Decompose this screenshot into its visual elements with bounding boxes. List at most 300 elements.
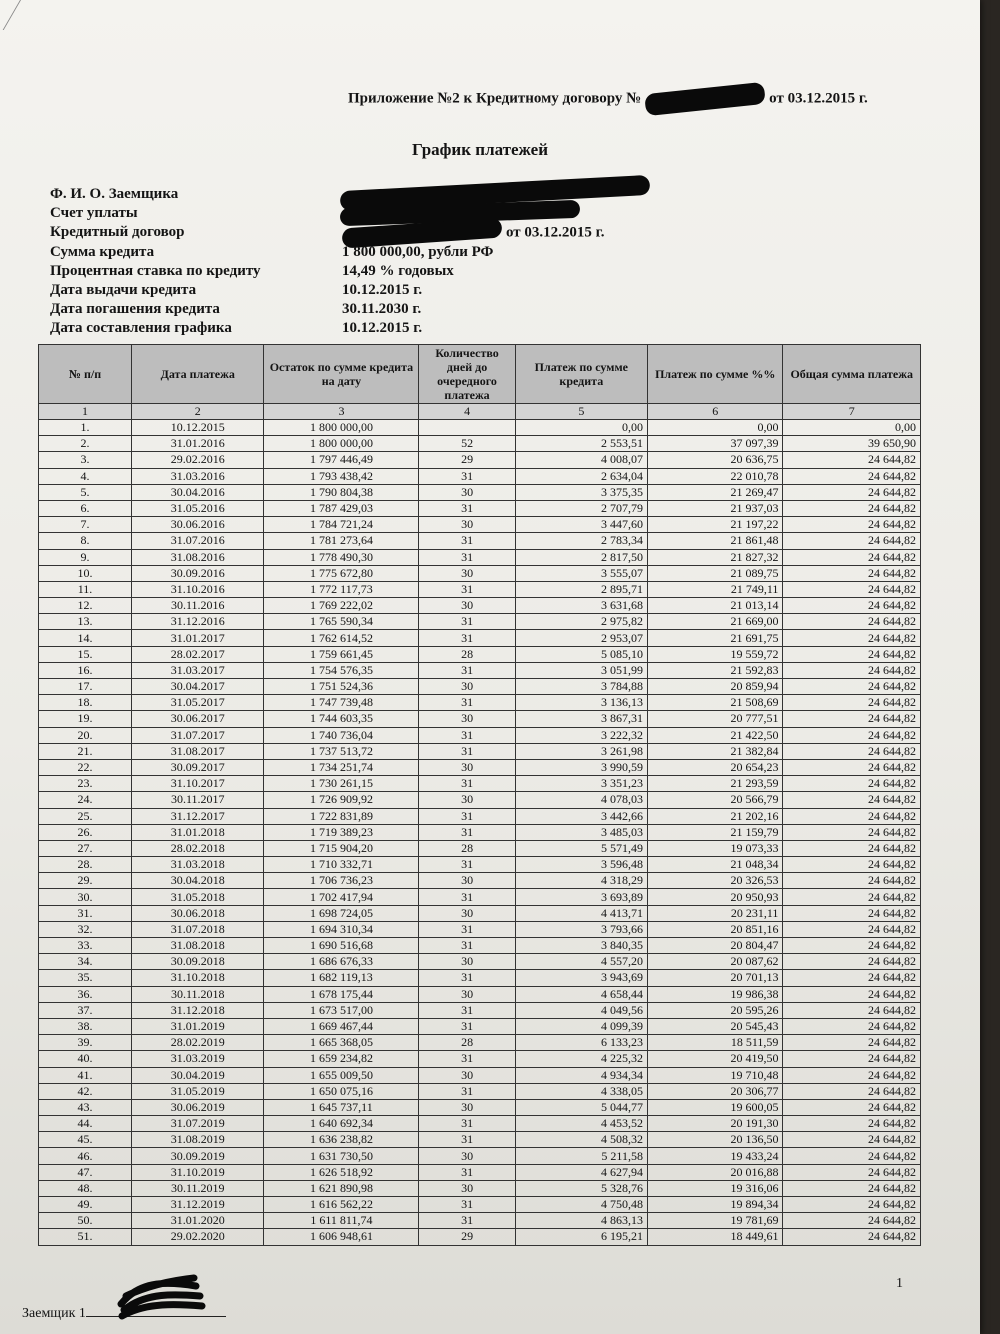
table-cell: 31 — [419, 776, 515, 792]
table-cell: 31 — [419, 533, 515, 549]
table-cell: 3 943,69 — [515, 970, 647, 986]
table-cell: 24 644,82 — [783, 889, 921, 905]
table-row — [39, 986, 921, 1002]
table-row — [39, 1051, 921, 1067]
page-corner-line — [0, 0, 21, 30]
table-cell: 24 644,82 — [783, 1035, 921, 1051]
table-cell: 1 698 724,05 — [264, 905, 419, 921]
table-cell: 28.02.2018 — [132, 840, 264, 856]
table-header-row — [39, 345, 921, 404]
table-cell: 10. — [39, 565, 132, 581]
table-cell: 21 592,83 — [647, 662, 782, 678]
table-cell: 52 — [419, 436, 515, 452]
table-cell: 31 — [419, 500, 515, 516]
table-cell: 30. — [39, 889, 132, 905]
table-cell: 4 750,48 — [515, 1197, 647, 1213]
table-cell: 1 784 721,24 — [264, 517, 419, 533]
table-cell: 20 804,47 — [647, 938, 782, 954]
table-cell: 4 934,34 — [515, 1067, 647, 1083]
table-cell: 31.12.2018 — [132, 1002, 264, 1018]
table-cell: 3 555,07 — [515, 565, 647, 581]
table-cell: 24 644,82 — [783, 662, 921, 678]
signature-block — [22, 1304, 226, 1322]
table-cell: 2 707,79 — [515, 500, 647, 516]
table-cell: 24 644,82 — [783, 970, 921, 986]
table-cell: 10.12.2015 — [132, 420, 264, 436]
table-cell: 2 975,82 — [515, 614, 647, 630]
table-cell: 30 — [419, 1180, 515, 1196]
table-cell: 31 — [419, 1083, 515, 1099]
table-cell: 19 073,33 — [647, 840, 782, 856]
table-cell: 6 133,23 — [515, 1035, 647, 1051]
table-cell: 20 191,30 — [647, 1116, 782, 1132]
table-cell: 30.06.2016 — [132, 517, 264, 533]
table-cell: 31 — [419, 889, 515, 905]
table-cell: 31.10.2018 — [132, 970, 264, 986]
table-cell: 24 644,82 — [783, 1229, 921, 1245]
table-cell: 31 — [419, 857, 515, 873]
table-cell: 24 644,82 — [783, 517, 921, 533]
table-cell: 1 722 831,89 — [264, 808, 419, 824]
table-cell: 37. — [39, 1002, 132, 1018]
table-cell: 6. — [39, 500, 132, 516]
table-cell: 37 097,39 — [647, 436, 782, 452]
table-cell: 44. — [39, 1116, 132, 1132]
table-cell: 1 778 490,30 — [264, 549, 419, 565]
table-cell: 0,00 — [647, 420, 782, 436]
table-cell: 21 089,75 — [647, 565, 782, 581]
table-cell: 31.10.2016 — [132, 581, 264, 597]
table-cell: 4 318,29 — [515, 873, 647, 889]
table-row — [39, 1180, 921, 1196]
table-body — [39, 420, 921, 1246]
table-row — [39, 1116, 921, 1132]
table-cell: 21. — [39, 743, 132, 759]
table-cell: 1 690 516,68 — [264, 938, 419, 954]
table-cell: 6 195,21 — [515, 1229, 647, 1245]
table-row — [39, 889, 921, 905]
table-cell: 24 644,82 — [783, 549, 921, 565]
table-cell: 1 640 692,34 — [264, 1116, 419, 1132]
table-cell: 31.12.2016 — [132, 614, 264, 630]
table-cell: 4 627,94 — [515, 1164, 647, 1180]
table-cell: 25. — [39, 808, 132, 824]
table-cell: 20 859,94 — [647, 679, 782, 695]
table-row — [39, 1197, 921, 1213]
appendix-header — [348, 88, 948, 110]
table-cell: 24 644,82 — [783, 630, 921, 646]
table-cell: 1 730 261,15 — [264, 776, 419, 792]
table-cell: 1 678 175,44 — [264, 986, 419, 1002]
table-cell: 29. — [39, 873, 132, 889]
signature-redaction-scribble — [116, 1274, 206, 1322]
info-row-amount — [50, 243, 650, 262]
table-row — [39, 873, 921, 889]
table-cell: 1 781 273,64 — [264, 533, 419, 549]
table-cell: 31.12.2019 — [132, 1197, 264, 1213]
table-cell: 31. — [39, 905, 132, 921]
table-cell: 31.07.2016 — [132, 533, 264, 549]
table-cell: 24 644,82 — [783, 986, 921, 1002]
table-cell: 24 644,82 — [783, 1083, 921, 1099]
appendix-header-prefix: Приложение №2 к Кредитному договору № — [348, 90, 642, 107]
table-cell: 31 — [419, 727, 515, 743]
signature-label: Заемщик 1 — [22, 1306, 86, 1321]
table-row — [39, 1083, 921, 1099]
table-cell: 4 557,20 — [515, 954, 647, 970]
table-cell: 12. — [39, 598, 132, 614]
table-cell: 31.01.2020 — [132, 1213, 264, 1229]
table-cell: 31.08.2017 — [132, 743, 264, 759]
table-cell: 34. — [39, 954, 132, 970]
table-cell: 24 644,82 — [783, 824, 921, 840]
table-row — [39, 970, 921, 986]
table-cell: 2 817,50 — [515, 549, 647, 565]
table-cell: 20 636,75 — [647, 452, 782, 468]
table-cell: 24 644,82 — [783, 1099, 921, 1115]
table-cell: 24 644,82 — [783, 743, 921, 759]
table-cell: 29 — [419, 452, 515, 468]
appendix-header-suffix: от 03.12.2015 г. — [769, 90, 868, 107]
table-cell: 24 644,82 — [783, 938, 921, 954]
table-cell: 31.01.2017 — [132, 630, 264, 646]
table-cell: 28 — [419, 1035, 515, 1051]
page-number: 1 — [896, 1276, 903, 1291]
table-cell: 30.06.2019 — [132, 1099, 264, 1115]
table-cell: 31 — [419, 921, 515, 937]
table-cell: 24 644,82 — [783, 1148, 921, 1164]
table-cell: 1 719 389,23 — [264, 824, 419, 840]
table-cell: 21 013,14 — [647, 598, 782, 614]
column-header: Общая сумма платежа — [783, 345, 921, 404]
info-value: 14,49 % годовых — [342, 262, 454, 279]
table-cell: 22 010,78 — [647, 468, 782, 484]
info-label: Дата составления графика — [50, 320, 232, 337]
table-cell: 1 754 576,35 — [264, 662, 419, 678]
table-cell: 17. — [39, 679, 132, 695]
table-cell: 5 571,49 — [515, 840, 647, 856]
table-cell: 1 772 117,73 — [264, 581, 419, 597]
table-cell: 24 644,82 — [783, 500, 921, 516]
table-cell: 31 — [419, 970, 515, 986]
table-cell: 21 508,69 — [647, 695, 782, 711]
table-row — [39, 776, 921, 792]
table-cell: 30.11.2016 — [132, 598, 264, 614]
table-row — [39, 743, 921, 759]
table-cell: 1 626 518,92 — [264, 1164, 419, 1180]
table-cell: 32. — [39, 921, 132, 937]
table-cell: 24 644,82 — [783, 484, 921, 500]
table-cell: 35. — [39, 970, 132, 986]
table-cell: 31 — [419, 1197, 515, 1213]
table-cell: 21 293,59 — [647, 776, 782, 792]
table-cell: 3 867,31 — [515, 711, 647, 727]
info-row-contract — [50, 223, 650, 242]
table-cell: 30.04.2019 — [132, 1067, 264, 1083]
table-cell: 48. — [39, 1180, 132, 1196]
table-row — [39, 452, 921, 468]
table-cell: 24 644,82 — [783, 695, 921, 711]
info-value: 1 800 000,00, рубли РФ — [342, 243, 494, 260]
redaction-mark — [644, 82, 766, 116]
table-cell: 5 328,76 — [515, 1180, 647, 1196]
table-cell: 19 986,38 — [647, 986, 782, 1002]
table-cell: 31.05.2018 — [132, 889, 264, 905]
info-value: 10.12.2015 г. — [342, 320, 423, 337]
table-cell: 31 — [419, 549, 515, 565]
table-cell: 1 611 811,74 — [264, 1213, 419, 1229]
table-cell: 45. — [39, 1132, 132, 1148]
table-cell: 28.02.2019 — [132, 1035, 264, 1051]
table-cell: 31 — [419, 1213, 515, 1229]
table-cell: 30 — [419, 759, 515, 775]
table-cell: 20 231,11 — [647, 905, 782, 921]
table-cell: 1 665 368,05 — [264, 1035, 419, 1051]
table-cell: 20 566,79 — [647, 792, 782, 808]
table-cell: 24 644,82 — [783, 452, 921, 468]
column-header: Платеж по сумме %% — [647, 345, 782, 404]
info-row-rate — [50, 262, 650, 281]
table-cell: 5 211,58 — [515, 1148, 647, 1164]
table-cell: 24. — [39, 792, 132, 808]
table-cell: 24 644,82 — [783, 840, 921, 856]
table-cell: 19 781,69 — [647, 1213, 782, 1229]
table-cell: 31.12.2017 — [132, 808, 264, 824]
table-cell: 30 — [419, 792, 515, 808]
table-cell: 31.01.2018 — [132, 824, 264, 840]
table-cell: 29.02.2016 — [132, 452, 264, 468]
table-cell: 4 453,52 — [515, 1116, 647, 1132]
table-cell: 31.05.2016 — [132, 500, 264, 516]
table-cell: 3 051,99 — [515, 662, 647, 678]
table-cell: 4 508,32 — [515, 1132, 647, 1148]
table-cell: 24 644,82 — [783, 1002, 921, 1018]
table-cell: 28 — [419, 840, 515, 856]
table-cell: 1 673 517,00 — [264, 1002, 419, 1018]
table-cell: 30 — [419, 484, 515, 500]
loan-info-block — [50, 185, 650, 339]
table-cell: 30.04.2018 — [132, 873, 264, 889]
table-cell: 30 — [419, 565, 515, 581]
table-cell: 21 861,48 — [647, 533, 782, 549]
table-cell: 31.08.2019 — [132, 1132, 264, 1148]
table-cell: 21 422,50 — [647, 727, 782, 743]
table-cell: 4 863,13 — [515, 1213, 647, 1229]
table-cell: 2 553,51 — [515, 436, 647, 452]
table-cell: 1 616 562,22 — [264, 1197, 419, 1213]
table-cell: 20 777,51 — [647, 711, 782, 727]
table-cell: 4 225,32 — [515, 1051, 647, 1067]
table-cell: 30.11.2018 — [132, 986, 264, 1002]
table-cell: 50. — [39, 1213, 132, 1229]
table-cell: 39. — [39, 1035, 132, 1051]
table-cell: 1 769 222,02 — [264, 598, 419, 614]
table-cell: 42. — [39, 1083, 132, 1099]
table-cell: 1 740 736,04 — [264, 727, 419, 743]
table-cell: 2 783,34 — [515, 533, 647, 549]
column-header: № п/п — [39, 345, 132, 404]
table-cell: 21 691,75 — [647, 630, 782, 646]
table-cell: 3 784,88 — [515, 679, 647, 695]
table-cell: 24 644,82 — [783, 1051, 921, 1067]
table-cell: 30.06.2017 — [132, 711, 264, 727]
table-cell: 3 840,35 — [515, 938, 647, 954]
column-header: Платеж по сумме кредита — [515, 345, 647, 404]
info-label: Процентная ставка по кредиту — [50, 262, 261, 279]
table-cell: 18. — [39, 695, 132, 711]
table-cell: 30.09.2019 — [132, 1148, 264, 1164]
table-cell: 30 — [419, 517, 515, 533]
table-cell: 16. — [39, 662, 132, 678]
table-cell: 31 — [419, 824, 515, 840]
table-cell: 1 715 904,20 — [264, 840, 419, 856]
table-cell: 1 737 513,72 — [264, 743, 419, 759]
table-cell: 24 644,82 — [783, 857, 921, 873]
table-row — [39, 905, 921, 921]
table-cell: 24 644,82 — [783, 1197, 921, 1213]
column-number: 7 — [783, 404, 921, 420]
table-row — [39, 598, 921, 614]
table-cell: 41. — [39, 1067, 132, 1083]
table-cell: 24 644,82 — [783, 679, 921, 695]
info-value: от 03.12.2015 г. — [506, 224, 605, 241]
table-cell: 21 827,32 — [647, 549, 782, 565]
table-cell: 20 950,93 — [647, 889, 782, 905]
table-cell: 1 775 672,80 — [264, 565, 419, 581]
table-row — [39, 436, 921, 452]
table-cell: 1 659 234,82 — [264, 1051, 419, 1067]
table-row — [39, 954, 921, 970]
table-row — [39, 581, 921, 597]
table-row — [39, 824, 921, 840]
table-cell: 19 894,34 — [647, 1197, 782, 1213]
table-cell: 31 — [419, 743, 515, 759]
table-cell: 14. — [39, 630, 132, 646]
table-cell: 31 — [419, 614, 515, 630]
table-cell: 30.09.2018 — [132, 954, 264, 970]
table-cell: 40. — [39, 1051, 132, 1067]
table-cell: 4. — [39, 468, 132, 484]
info-label: Счет уплаты — [50, 205, 138, 222]
info-row-issue-date — [50, 281, 650, 300]
table-cell: 5 085,10 — [515, 646, 647, 662]
table-cell: 24 644,82 — [783, 533, 921, 549]
column-number: 2 — [132, 404, 264, 420]
info-label: Сумма кредита — [50, 243, 155, 260]
table-cell: 20 306,77 — [647, 1083, 782, 1099]
table-cell: 39 650,90 — [783, 436, 921, 452]
table-cell: 24 644,82 — [783, 1164, 921, 1180]
table-cell: 30 — [419, 954, 515, 970]
table-cell: 30.09.2017 — [132, 759, 264, 775]
table-cell: 20 087,62 — [647, 954, 782, 970]
table-cell: 19 433,24 — [647, 1148, 782, 1164]
table-cell: 1 759 661,45 — [264, 646, 419, 662]
table-cell: 4 099,39 — [515, 1018, 647, 1034]
table-cell: 2. — [39, 436, 132, 452]
table-cell — [419, 420, 515, 436]
table-cell: 31 — [419, 468, 515, 484]
table-cell: 31.03.2018 — [132, 857, 264, 873]
table-cell: 30.11.2019 — [132, 1180, 264, 1196]
table-cell: 1 790 804,38 — [264, 484, 419, 500]
table-cell: 3 261,98 — [515, 743, 647, 759]
table-row — [39, 630, 921, 646]
table-cell: 1 682 119,13 — [264, 970, 419, 986]
table-row — [39, 857, 921, 873]
table-row — [39, 533, 921, 549]
table-cell: 31 — [419, 1132, 515, 1148]
table-cell: 1 621 890,98 — [264, 1180, 419, 1196]
table-cell: 3 351,23 — [515, 776, 647, 792]
table-row — [39, 517, 921, 533]
table-cell: 31 — [419, 581, 515, 597]
table-cell: 4 008,07 — [515, 452, 647, 468]
table-cell: 31 — [419, 1051, 515, 1067]
table-cell: 31.07.2018 — [132, 921, 264, 937]
table-cell: 31 — [419, 1018, 515, 1034]
table-cell: 21 159,79 — [647, 824, 782, 840]
column-header: Дата платежа — [132, 345, 264, 404]
table-cell: 3. — [39, 452, 132, 468]
table-row — [39, 1035, 921, 1051]
table-cell: 31.10.2017 — [132, 776, 264, 792]
table-cell: 20 595,26 — [647, 1002, 782, 1018]
table-cell: 21 669,00 — [647, 614, 782, 630]
column-number: 3 — [264, 404, 419, 420]
table-cell: 4 658,44 — [515, 986, 647, 1002]
table-cell: 2 953,07 — [515, 630, 647, 646]
table-cell: 28. — [39, 857, 132, 873]
table-cell: 3 447,60 — [515, 517, 647, 533]
table-cell: 23. — [39, 776, 132, 792]
table-cell: 20 545,43 — [647, 1018, 782, 1034]
table-cell: 26. — [39, 824, 132, 840]
info-value: 30.11.2030 г. — [342, 301, 422, 318]
table-cell: 30 — [419, 905, 515, 921]
table-row — [39, 1067, 921, 1083]
table-cell: 30 — [419, 1099, 515, 1115]
table-cell: 31.03.2016 — [132, 468, 264, 484]
table-cell: 21 197,22 — [647, 517, 782, 533]
table-cell: 31 — [419, 662, 515, 678]
table-cell: 24 644,82 — [783, 921, 921, 937]
table-cell: 31.05.2019 — [132, 1083, 264, 1099]
table-row — [39, 1229, 921, 1245]
table-cell: 24 644,82 — [783, 727, 921, 743]
table-cell: 29.02.2020 — [132, 1229, 264, 1245]
table-cell: 31 — [419, 938, 515, 954]
table-cell: 31.05.2017 — [132, 695, 264, 711]
column-number-row — [39, 404, 921, 420]
table-cell: 1 762 614,52 — [264, 630, 419, 646]
table-cell: 19 710,48 — [647, 1067, 782, 1083]
table-row — [39, 921, 921, 937]
table-row — [39, 727, 921, 743]
table-row — [39, 1164, 921, 1180]
table-cell: 30.06.2018 — [132, 905, 264, 921]
table-cell: 3 693,89 — [515, 889, 647, 905]
document-title: График платежей — [411, 140, 549, 159]
column-header: Количество дней до очередного платежа — [419, 345, 515, 404]
table-cell: 24 644,82 — [783, 759, 921, 775]
info-row-account — [50, 204, 650, 223]
table-cell: 31.01.2016 — [132, 436, 264, 452]
table-cell: 20 419,50 — [647, 1051, 782, 1067]
table-cell: 18 511,59 — [647, 1035, 782, 1051]
table-cell: 1 747 739,48 — [264, 695, 419, 711]
table-cell: 31 — [419, 630, 515, 646]
